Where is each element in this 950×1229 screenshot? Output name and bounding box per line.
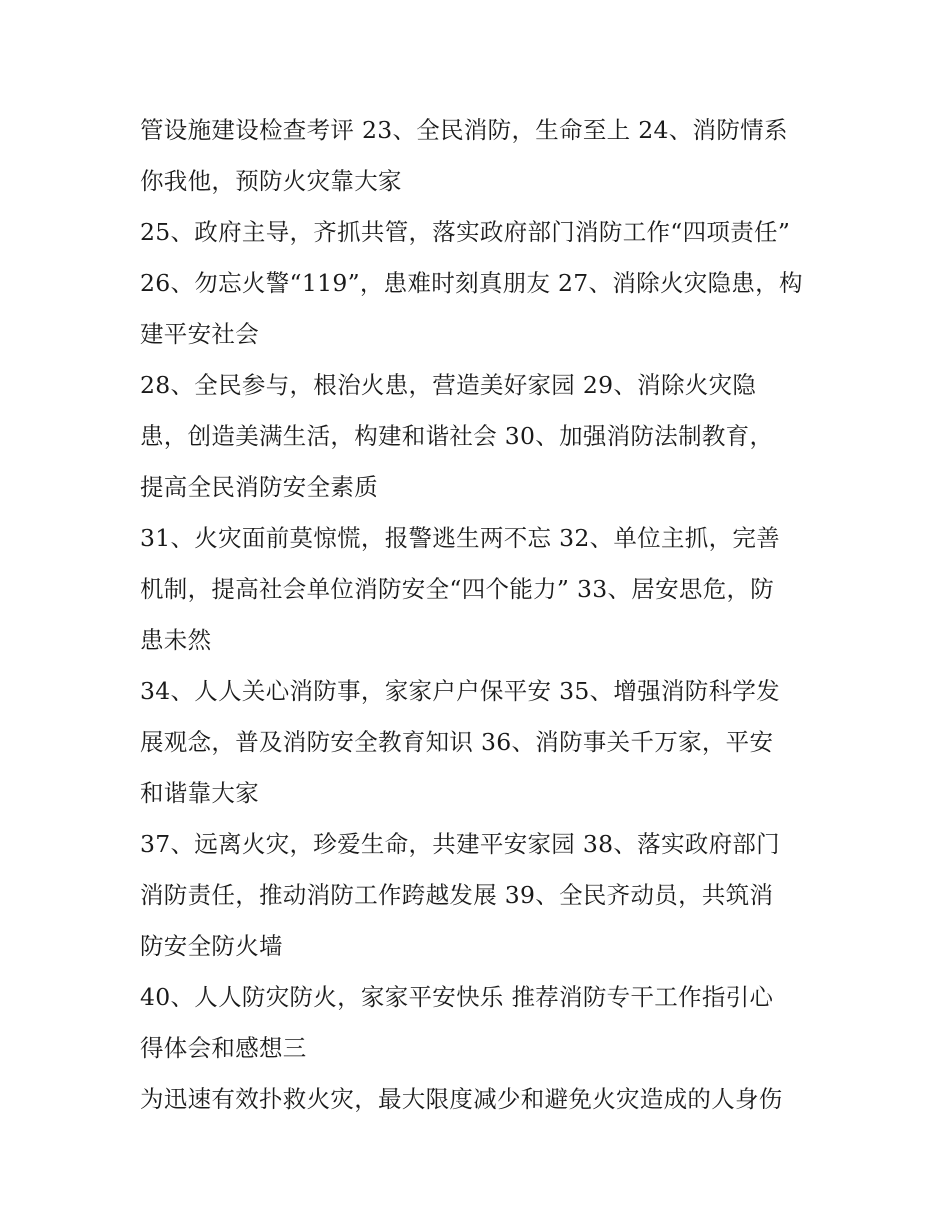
text-line: 提高全民消防安全素质 — [140, 473, 378, 501]
document-body — [140, 112, 830, 1132]
text-line: 25、政府主导，齐抓共管，落实政府部门消防工作“四项责任” — [140, 218, 791, 246]
text-line: 展观念，普及消防安全教育知识 36、消防事关千万家，平安 — [140, 728, 774, 756]
text-line: 26、勿忘火警“119”，患难时刻真朋友 27、消除火灾隐患，构 — [140, 269, 803, 297]
text-line: 和谐靠大家 — [140, 779, 259, 807]
text-line: 得体会和感想三 — [140, 1034, 307, 1062]
text-line: 34、人人关心消防事，家家户户保平安 35、增强消防科学发 — [140, 677, 780, 705]
text-line: 管设施建设检查考评 23、全民消防，生命至上 24、消防情系 — [140, 116, 788, 144]
text-line: 40、人人防灾防火，家家平安快乐 推荐消防专干工作指引心 — [140, 983, 774, 1011]
text-line: 防安全防火墙 — [140, 932, 283, 960]
text-line: 患，创造美满生活，构建和谐社会 30、加强消防法制教育， — [140, 422, 774, 450]
text-line: 消防责任，推动消防工作跨越发展 39、全民齐动员，共筑消 — [140, 881, 774, 909]
text-line: 患未然 — [140, 626, 212, 654]
text-line: 为迅速有效扑救火灾，最大限度减少和避免火灾造成的人身伤 — [140, 1085, 783, 1113]
text-line: 37、远离火灾，珍爱生命，共建平安家园 38、落实政府部门 — [140, 830, 780, 858]
text-line: 建平安社会 — [140, 320, 259, 348]
text-line: 28、全民参与，根治火患，营造美好家园 29、消除火灾隐 — [140, 371, 757, 399]
text-line: 31、火灾面前莫惊慌，报警逃生两不忘 32、单位主抓，完善 — [140, 524, 780, 552]
text-line: 你我他，预防火灾靠大家 — [140, 167, 402, 195]
text-line: 机制，提高社会单位消防安全“四个能力” 33、居安思危，防 — [140, 575, 775, 603]
